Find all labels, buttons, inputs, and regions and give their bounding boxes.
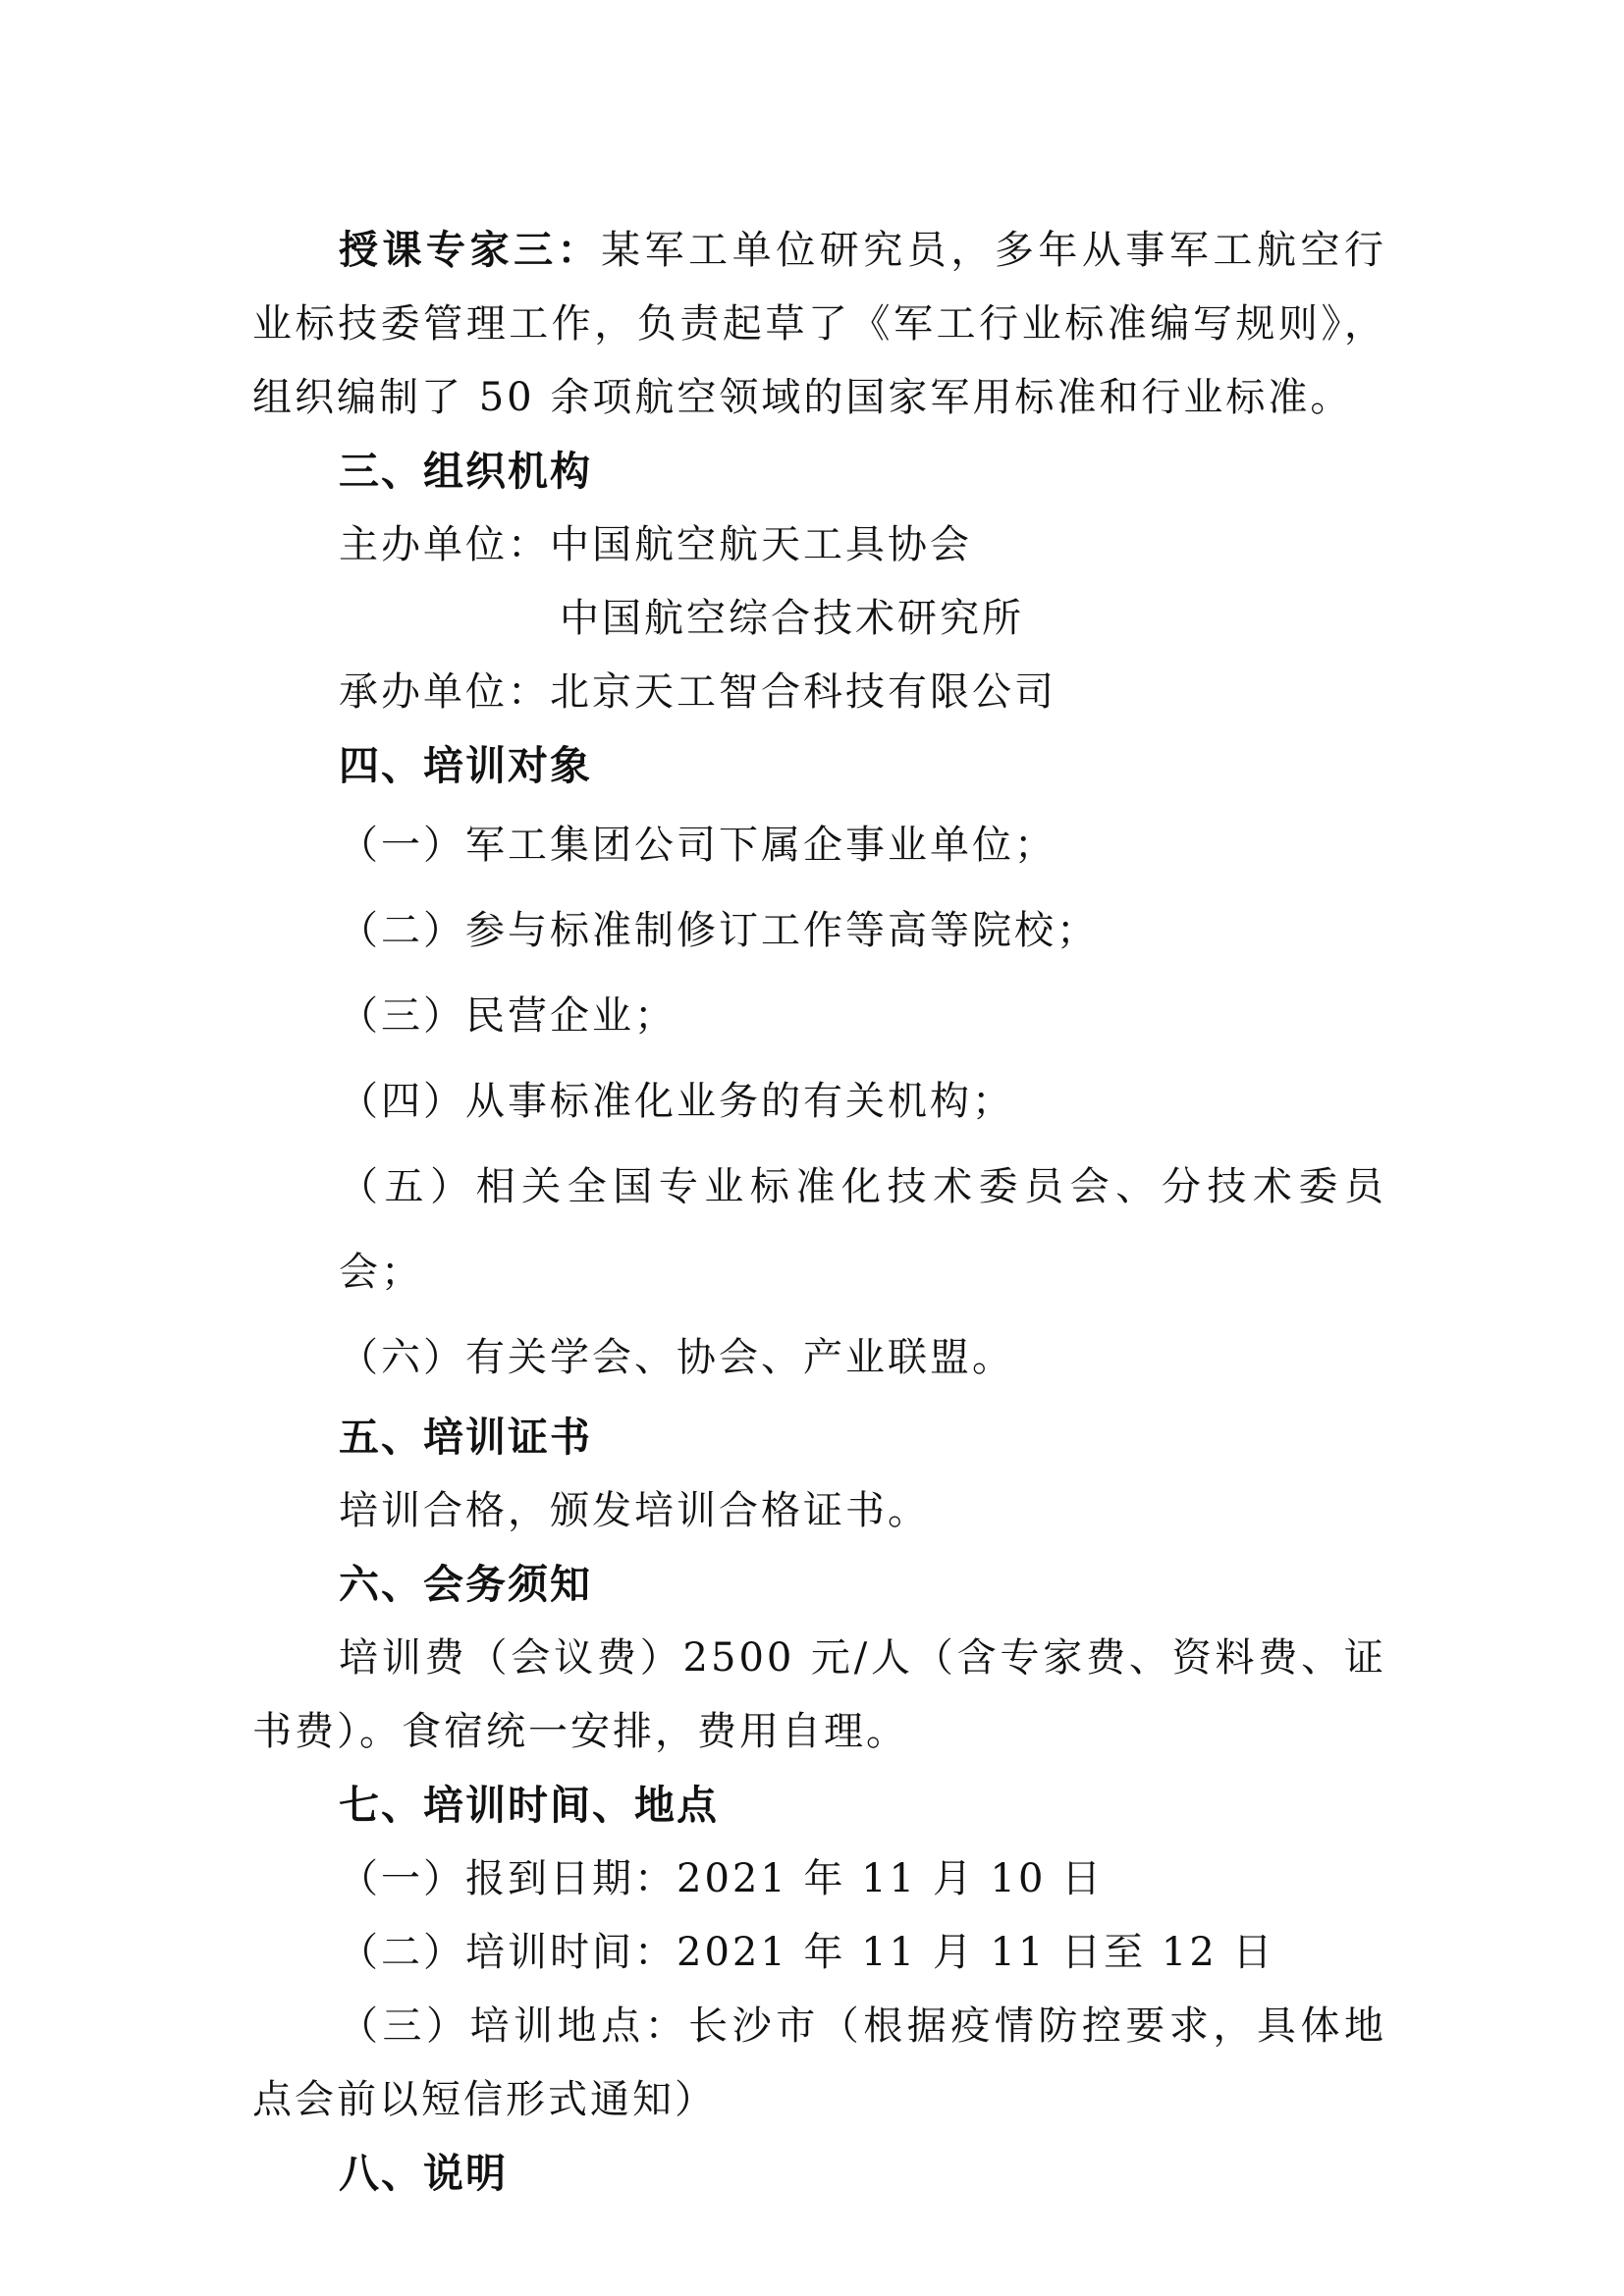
- schedule-item-3: （三）培训地点：长沙市（根据疫情防控要求，具体地点会前以短信形式通知）: [252, 2003, 1386, 2122]
- expert3-lead: 授课专家三：: [339, 228, 602, 273]
- target-item-3: （三）民营企业；: [339, 993, 677, 1039]
- target-item-1: （一）军工集团公司下属企事业单位；: [339, 823, 1056, 868]
- schedule-item-2: （二）培训时间：2021 年 11 月 11 日至 12 日: [339, 1930, 1275, 1975]
- host-unit-line: 主办单位：中国航空航天工具协会: [339, 522, 972, 567]
- certificate-text: 培训合格，颁发培训合格证书。: [339, 1488, 930, 1533]
- section7-heading: 七、培训时间、地点: [339, 1782, 719, 1829]
- section6-heading: 六、会务须知: [339, 1561, 592, 1608]
- section4-heading: 四、培训对象: [339, 742, 592, 789]
- document-body: [252, 214, 1386, 2211]
- fee-text: 培训费（会议费）2500 元/人（含专家费、资料费、证书费）。食宿统一安排，费用自理。: [252, 1635, 1386, 1754]
- host-unit-second: 中国航空综合技术研究所: [560, 596, 1024, 641]
- section3-heading: 三、组织机构: [339, 448, 592, 495]
- target-item-5: （五）相关全国专业标准化技术委员会、分技术委员会；: [339, 1164, 1386, 1295]
- schedule-item-1: （一）报到日期：2021 年 11 月 10 日: [339, 1856, 1105, 1901]
- section8-heading: 八、说明: [339, 2150, 508, 2197]
- target-item-4: （四）从事标准化业务的有关机构；: [339, 1079, 1014, 1124]
- section5-heading: 五、培训证书: [339, 1414, 592, 1461]
- target-item-2: （二）参与标准制修订工作等高等院校；: [339, 908, 1099, 953]
- expert3-paragraph: [252, 214, 1386, 435]
- organizer-unit-line: 承办单位：北京天工智合科技有限公司: [339, 669, 1056, 715]
- expert3-text: 某军工单位研究员，多年从事军工航空行业标技委管理工作，负责起草了《军工行业标准编写规则》，组织编制了 50 余项航空领域的国家军用标准和行业标准。: [252, 228, 1387, 420]
- target-item-6: （六）有关学会、协会、产业联盟。: [339, 1335, 1014, 1380]
